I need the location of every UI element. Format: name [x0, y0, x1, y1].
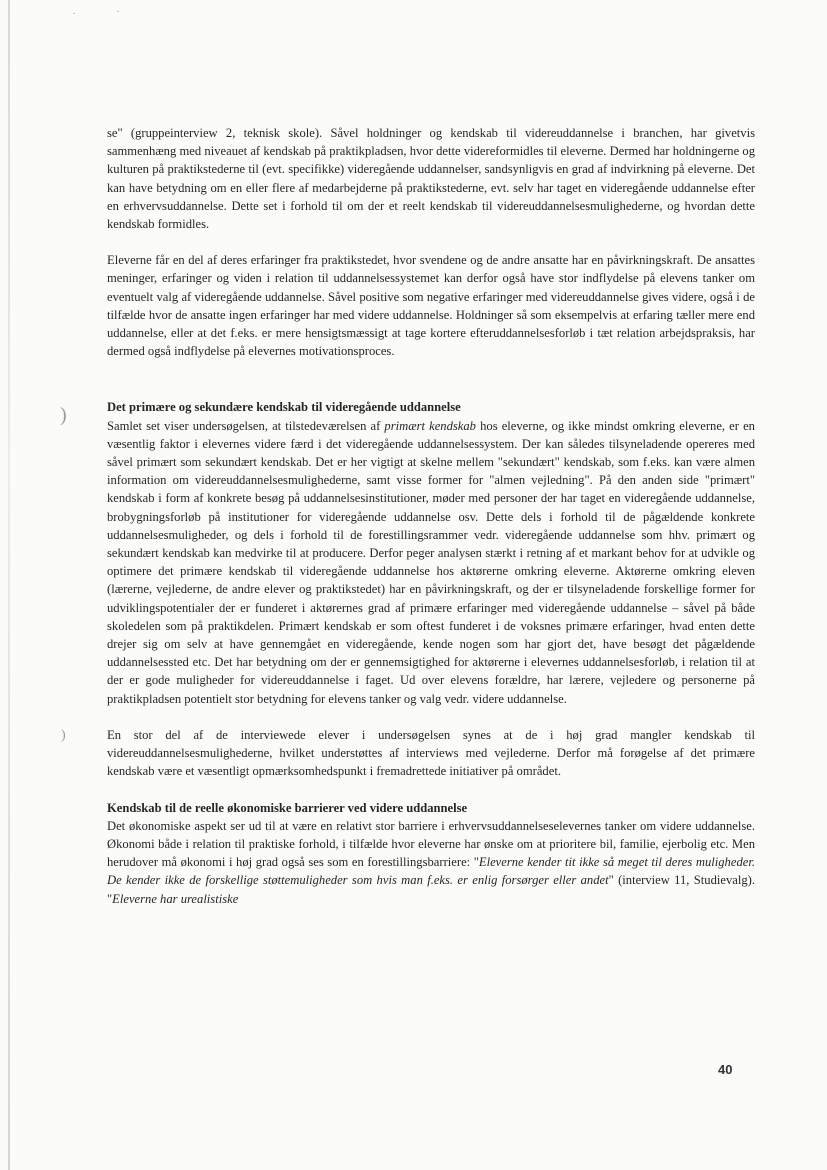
document-body	[107, 124, 755, 908]
quote: Eleverne kender tit ikke så meget til deres muligheder. De kender ikke de forskellige støttemuligheder som hvis man f.eks. er enlig forsørger eller andet	[107, 855, 755, 888]
paragraph: se" (gruppeinterview 2, teknisk skole). Såvel holdninger og kendskab til videreuddannelse i branchen, har givetvis sammenhæng med niveauet af kendskab på praktikpladsen, hvor dette videreformidles til eleverne. Dermed har holdningerne og kulturen på praktikstederne til (evt. specifikke) videregående uddannelser, sandsynligvis en grad af indvirkning på eleverne. Det kan have betydning om en eller flere af medarbejderne på praktikstederne, evt. selv har taget en videregående uddannelse efter en erhvervsuddannelse. Dette set i forhold til om der et reelt kendskab til videreuddannelsesmulighederne, og hvordan dette kendskab formidles.	[107, 126, 755, 232]
quote: Eleverne har urealistiske	[112, 891, 239, 906]
scan-speck: ·	[116, 4, 120, 18]
scan-speck: ·	[72, 6, 76, 20]
binding-mark: )	[60, 404, 67, 426]
paragraph: Samlet set viser undersøgelsen, at tilstedeværelsen af primært kendskab hos eleverne, og ikke mindst omkring eleverne, er en væsentlig faktor i elevernes videre færd i det videregående uddannelsessystem. Der kan således tilsyneladende opereres med såvel primært som sekundært kendskab. Det er her vigtigt at skelne mellem "sekundært" kendskab, som f.eks. kan være almen information om videreuddannelsesmulighederne, samt visse former for "almen vejledning". På den anden side "primært" kendskab i form af konkrete besøg på uddannelsesinstitutioner, møder med personer der har taget en videregående uddannelse, brobygningsforløb på institutioner for videregående uddannelse osv. Dette dels i forhold til de pågældende konkrete uddannelsesmuligheder, og dels i forhold til de forestillingsrammer vedr. videregående uddannelse som hhv. primært og sekundært kendskab kan medvirke til at producere. Derfor peger analysen stærkt i retning af et markant behov for at udvikle og optimere det primære kendskab til videregående uddannelse hos aktørerne omkring eleverne. Aktørerne omkring eleven (lærerne, vejlederne, de andre elever og praktikstedet) har en påvirkningskraft, og der er tilsyneladende forskellige former for udviklingspotentialer der er funderet i aktørernes grad af primære erfaringer med videregående uddannelse – såvel på både skoledelen som på praktikdelen. Primært kendskab er som oftest funderet i de voksnes primære erfaringer, hvad enten dette drejer sig om selv at have gennemgået en videregående, kende nogen som har gjort det, have besøgt det pågældende uddannelsessted etc. Det har betydning om der er gennemsigtighed for aktørerne i elevernes uddannelsesforløb, i relation til at der er gode muligheder for videreuddannelse i faget. Ud over elevens forældre, har lærere, vejledere og personerne på praktikpladsen potentielt stor betydning for elevens tanker og valg vedr. videre uddannelse.	[107, 418, 755, 706]
binding-mark: )	[61, 728, 66, 743]
section-heading: Det primære og sekundære kendskab til videregående uddannelse	[107, 400, 461, 415]
section-heading: Kendskab til de reelle økonomiske barrierer ved videre uddannelse	[107, 800, 468, 815]
page-edge-shadow	[8, 0, 10, 1170]
paragraph: Eleverne får en del af deres erfaringer fra praktikstedet, hvor svendene og de andre ansatte har en påvirkningskraft. De ansattes meninger, erfaringer og viden i relation til uddannelsessystemet kan derfor også have stor indflydelse på elevens tanker om eventuelt valg af videregående uddannelse. Såvel positive som negative erfaringer med videreuddannelse gives videre, også i de tilfælde hvor de ansatte ingen erfaringer har med videre uddannelse. Holdninger så som eksempelvis at erfaring tæller mere end uddannelse, eller at det f.eks. er mere hensigtsmæssigt at tage kortere efteruddannelsesforløb i tæt relation arbejdspraksis, har dermed også indflydelse på elevernes motivationsproces.	[107, 253, 755, 359]
emphasis: primært kendskab	[384, 418, 476, 433]
paragraph: En stor del af de interviewede elever i undersøgelsen synes at de i høj grad mangler kendskab til videreuddannelsesmulighederne, hvilket understøttes af interviews med vejlederne. Derfor må forøgelse af det primære kendskab være et væsentligt opmærksomhedspunkt i fremadrettede initiativer på området.	[107, 727, 755, 779]
page-number: 40	[718, 1062, 733, 1077]
paragraph: Det økonomiske aspekt ser ud til at være en relativt stor barriere i erhvervsuddannelseselevernes tanker om videre uddannelse. Økonomi både i relation til praktiske forhold, i tilfælde hvor eleverne har ønske om at prioritere bil, familie, ejerbolig etc. Men herudover må økonomi i høj grad også ses som en forestillingsbarriere: "Eleverne kender tit ikke så meget til deres muligheder. De kender ikke de forskellige støttemuligheder som hvis man f.eks. er enlig forsørger eller andet" (interview 11, Studievalg). "Eleverne har urealistiske	[107, 818, 755, 906]
